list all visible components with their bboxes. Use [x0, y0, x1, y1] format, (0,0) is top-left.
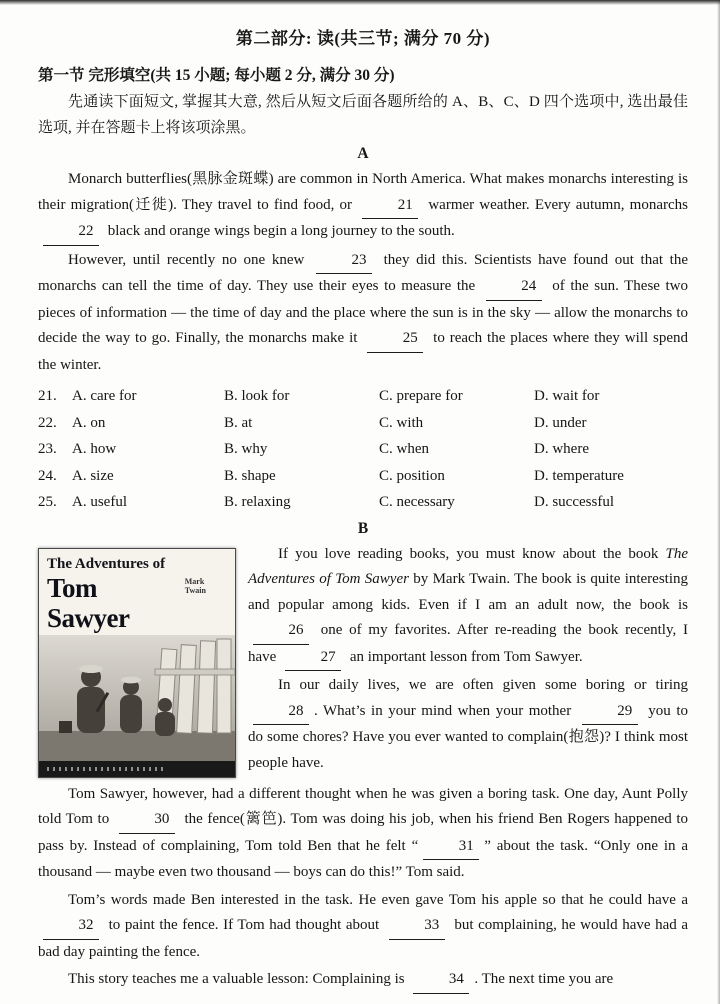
- passage-b-paragraph: In our daily lives, we are often given some boring or tiring 28 . What’s in your mind when your mother 29 you to do some chores? Have you ever wanted to complain(抱怨)? I think most people have.: [248, 677, 688, 771]
- option-b: B. look for: [224, 388, 290, 404]
- question-number: 24.: [38, 467, 57, 484]
- cloze-blank: 24: [486, 274, 542, 301]
- passage-a-paragraph: Monarch butterflies(黑脉金斑蝶) are common in North America. What makes monarchs interesting is their migration(迁徙). They travel to find food, or 21 warmer weather. Every autumn, monarchs 22 black and orange wings begin a long journey to the south.: [38, 167, 688, 246]
- book-title-line2: Tom Sawyer: [47, 572, 130, 633]
- option-a: A. useful: [72, 494, 127, 510]
- scan-top-edge: [0, 0, 720, 5]
- option-b: B. why: [224, 441, 268, 457]
- option-d: D. under: [534, 414, 587, 431]
- book-cover-title: [39, 549, 235, 635]
- cloze-blank: 27: [285, 645, 341, 672]
- option-a: A. how: [72, 441, 117, 457]
- question-row: [38, 410, 688, 437]
- option-c: C. necessary: [379, 494, 455, 510]
- cloze-blank: 30: [119, 807, 175, 834]
- passage-b-label: B: [357, 519, 369, 537]
- question-number: 21.: [38, 388, 57, 404]
- cloze-blank: 29: [582, 699, 638, 726]
- option-a: A. care for: [72, 388, 137, 404]
- book-title-line1: The Adventures of: [47, 555, 166, 572]
- question-number: 25.: [38, 494, 57, 510]
- cloze-blank: 32: [43, 913, 99, 940]
- book-title-inline: The Adventures of Tom Sawyer: [248, 545, 688, 587]
- question-row: [38, 436, 688, 463]
- cloze-blank: 21: [362, 193, 418, 220]
- question-row: [38, 383, 688, 410]
- option-b: B. relaxing: [224, 494, 291, 510]
- question-number: 23.: [38, 441, 57, 457]
- passage-a-label: A: [357, 145, 369, 162]
- book-author: Mark Twain: [184, 576, 206, 595]
- part-title: 第二部分: 读(共三节; 满分 70 分): [235, 29, 491, 48]
- passage-b-paragraph: Tom’s words made Ben interested in the task. He even gave Tom his apple so that he could have a 32 to paint the fence. If Tom had thought about 33 but complaining, he would have had a bad day painting the fence.: [38, 891, 688, 960]
- option-c: C. prepare for: [379, 388, 463, 404]
- option-c: C. position: [379, 467, 445, 484]
- cloze-blank: 23: [316, 248, 372, 275]
- passage-a-paragraph: However, until recently no one knew 23 they did this. Scientists have found out that the monarchs can tell the time of day. They use their eyes to measure the 24 of the sun. These two pieces of information — the time of day and the place where the sun is in the sky — allow the monarchs to decide the way to go. Finally, the monarchs make it 25 to reach the places where they will spend the winter.: [38, 248, 688, 379]
- option-b: B. at: [224, 414, 253, 431]
- option-b: B. shape: [224, 467, 276, 484]
- cloze-blank: 28: [253, 699, 309, 726]
- instructions: 先通读下面短文, 掌握其大意, 然后从短文后面各题所给的 A、B、C、D 四个选项中, 选出最佳选项, 并在答题卡上将该项涂黑。: [38, 94, 688, 136]
- passage-b-paragraph: If you love reading books, you must know about the book The Adventures of Tom Sawyer by Mark Twain. The book is quite interesting and popular among kids. Even if I am an adult now, the book is 26 one of my favorites. After re-reading the book recently, I have 27 an important lesson from Tom Sawyer.: [38, 542, 688, 672]
- cloze-blank: 26: [253, 618, 309, 645]
- cloze-blank: 22: [43, 219, 99, 246]
- cloze-blank: 34: [413, 967, 469, 994]
- option-d: D. successful: [534, 494, 614, 510]
- passage-b-paragraph: This story teaches me a valuable lesson: Complaining is 34 . The next time you are: [38, 967, 688, 994]
- question-number: 22.: [38, 414, 57, 431]
- option-c: C. when: [379, 441, 429, 457]
- section-heading: 第一节 完形填空(共 15 小题; 每小题 2 分, 满分 30 分): [38, 67, 395, 84]
- book-cover-bottom-band: [39, 761, 235, 777]
- passage-b: [38, 542, 688, 994]
- passage-b-paragraph: Tom Sawyer, however, had a different thought when he was given a boring task. One day, Aunt Polly told Tom to 30 the fence(篱笆). Tom was doing his job, when his friend Ben Rogers happened to pass by. Instead of complaining, Tom told Ben that he felt “ 31 ” about the task. “Only one in a thousand — maybe even two thousand — boys can do this!” Tom said.: [38, 785, 688, 880]
- cloze-blank: 31: [423, 834, 479, 861]
- option-a: A. size: [72, 467, 114, 484]
- question-row: [38, 489, 688, 516]
- book-cover-illustration: [39, 635, 235, 761]
- cloze-blank: 33: [389, 913, 445, 940]
- option-a: A. on: [72, 414, 106, 431]
- option-c: C. with: [379, 414, 424, 431]
- question-row: [38, 463, 688, 490]
- option-d: D. wait for: [534, 388, 600, 404]
- cloze-blank: 25: [367, 326, 423, 353]
- passage-b-continued: [38, 782, 688, 994]
- cloze-options-table: [38, 383, 688, 516]
- book-cover: [38, 548, 236, 778]
- option-d: D. temperature: [534, 467, 624, 484]
- option-d: D. where: [534, 441, 589, 457]
